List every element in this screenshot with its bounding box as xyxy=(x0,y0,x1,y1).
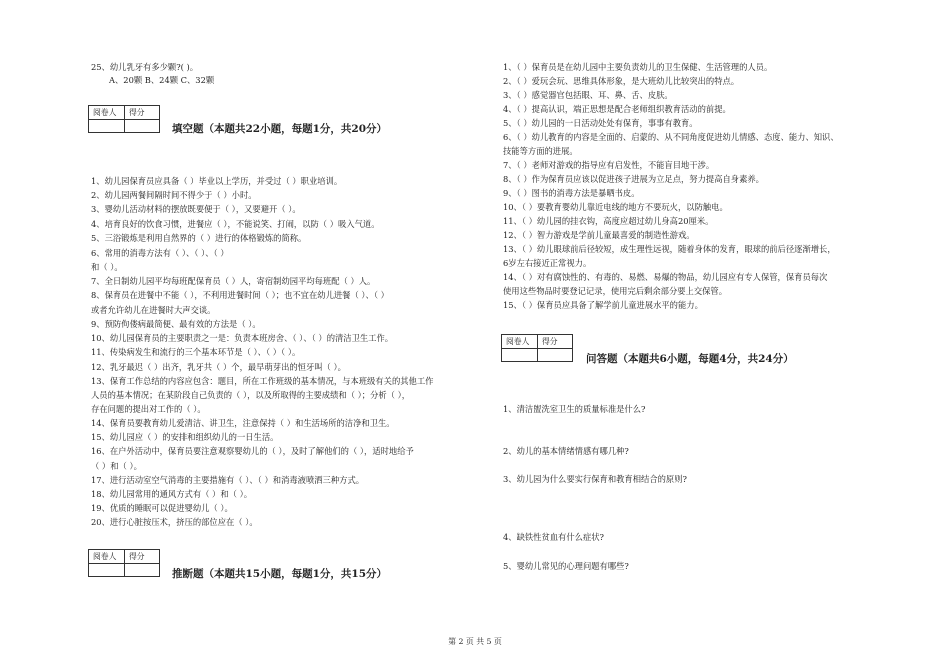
fill-item: 7、全日制幼儿园平均每班配保育员（ ）人，寄宿制幼园平均每班配（ ）人。 xyxy=(91,276,376,286)
fill-section-title: 填空题（本题共22小题，每题1分，共20分） xyxy=(172,123,388,135)
fill-item: 9、预防佝偻病最简便、最有效的方法是（ ）。 xyxy=(91,319,261,329)
judge-item: 6岁左右接近正常视力。 xyxy=(503,258,592,268)
fill-item: 15、幼儿园应（ ）的安排和组织幼儿的一日生活。 xyxy=(91,432,279,442)
score-label: 得分 xyxy=(542,337,558,346)
fill-item: 13、保育工作总结的内容应包含：题目，所在工作班级的基本情况，与本班级有关的其他工作 xyxy=(91,376,434,386)
judge-item: 10、（ ）要教育婴幼儿靠近电线的地方不要玩火，以防触电。 xyxy=(503,202,728,212)
judge-item: 15、（ ）保育员应具备了解学前儿童进展水平的能力。 xyxy=(503,300,703,310)
judge-item: 7、（ ）老师对游戏的指导应有启发性，不能盲目地干涉。 xyxy=(503,160,715,170)
reviewer-label: 阅卷人 xyxy=(502,335,538,348)
judge-item: 8、（ ）作为保育员应该以促进孩子进展为立足点，努力提高自身素养。 xyxy=(503,174,764,184)
fill-item: 5、三浴锻炼是利用自然界的（ ）进行的体格锻炼的简称。 xyxy=(91,233,307,243)
judge-item: 12、（ ）智力游戏是学前儿童最喜爱的制造性游戏。 xyxy=(503,230,695,240)
score-box-fill xyxy=(88,105,160,133)
fill-item: 和（ ）。 xyxy=(91,262,123,272)
fill-item: 14、保育员要教育幼儿爱清洁、讲卫生，注意保持（ ）和生活场所的洁净和卫生。 xyxy=(91,418,395,428)
question-25-stem: 25、幼儿乳牙有多少颗?( )。 xyxy=(91,62,199,72)
qa-item: 2、幼儿的基本情绪情感有哪几种? xyxy=(503,446,629,456)
judge-item: 3、（ ）感觉器官包括眼、耳、鼻、舌、皮肤。 xyxy=(503,90,673,100)
fill-item: 3、婴幼儿活动材料的摆放既要便于（ ），又要避开（ ）。 xyxy=(91,204,301,214)
fill-item: 4、培育良好的饮食习惯，进餐应（ ），不能说笑、打闹，以防（ ）吸入气道。 xyxy=(91,219,380,229)
qa-item: 4、缺铁性贫血有什么症状? xyxy=(503,532,604,542)
question-25-options: A、20颗 B、24颗 C、32颗 xyxy=(109,75,215,85)
fill-item: 6、常用的消毒方法有（ ）、（ ）、（ ） xyxy=(91,248,229,258)
fill-item: 17、进行活动室空气消毒的主要措施有（ ）、（ ）和消毒液喷洒三种方式。 xyxy=(91,475,365,485)
reviewer-label: 阅卷人 xyxy=(89,106,125,119)
fill-item: 12、乳牙最迟（ ）出齐，乳牙共（ ）个，最早萌芽出的恒牙叫（ ）。 xyxy=(91,362,346,372)
score-label: 得分 xyxy=(129,108,145,117)
fill-item: 或者允许幼儿在进餐时大声交谈。 xyxy=(91,305,216,315)
judge-item: 6、（ ）幼儿教育的内容是全面的、启蒙的、从不同角度促进幼儿情感、态度、能力、知识、 xyxy=(503,132,839,142)
fill-item: 20、进行心脏按压术，挤压的部位应在（ ）。 xyxy=(91,517,258,527)
score-box-qa xyxy=(501,334,573,362)
judge-item: 13、（ ）幼儿眼球前后径较短，成生理性远视，随着身体的发育，眼球的前后径逐渐增长， xyxy=(503,244,836,254)
judge-item: 14、（ ）对有腐蚀性的、有毒的、易燃、易爆的物品，幼儿园应有专人保管，保育员每次 xyxy=(503,272,828,282)
judge-section-title: 推断题（本题共15小题，每题1分，共15分） xyxy=(172,568,388,580)
fill-item: 人员的基本情况；在某阶段自己负责的（ ），以及所取得的主要成绩和（ ）；分析（ ）， xyxy=(91,390,411,400)
judge-item: 使用这些物品时要登记记录，使用完后剩余部分要上交保管。 xyxy=(503,286,728,296)
judge-item: 9、（ ）图书的消毒方法是暴晒书皮。 xyxy=(503,188,640,198)
page-footer: 第 2 页 共 5 页 xyxy=(448,637,502,646)
fill-item: 16、在户外活动中，保育员要注意观察婴幼儿的（ ），及时了解他们的（ ），适时地给予 xyxy=(91,446,414,456)
fill-item: （ ）和（ ）。 xyxy=(91,461,142,471)
judge-item: 技能等方面的进展。 xyxy=(503,146,578,156)
qa-item: 1、清洁盥洗室卫生的质量标准是什么? xyxy=(503,404,646,414)
judge-item: 5、（ ）幼儿园的一日活动处处有保育，事事有教育。 xyxy=(503,118,698,128)
fill-item: 18、幼儿园常用的通风方式有（ ）和（ ）。 xyxy=(91,489,253,499)
fill-item: 11、传染病发生和流行的三个基本环节是（ ）、（ ）（ ）。 xyxy=(91,347,301,357)
fill-item: 2、幼儿园两餐间隔时间不得少于（ ）小时。 xyxy=(91,190,257,200)
fill-item: 8、保育员在进餐中不能（ ），不利用进餐时间（ ）；也不宜在幼儿进餐（ ）、（ ） xyxy=(91,290,389,300)
qa-item: 3、幼儿园为什么要实行保育和教育相结合的原则? xyxy=(503,474,687,484)
judge-item: 11、（ ）幼儿园的挂衣钩，高度应超过幼儿身高20厘米。 xyxy=(503,216,714,226)
qa-item: 5、婴幼儿常见的心理问题有哪些? xyxy=(503,561,629,571)
fill-item: 存在问题的提出对工作的（ ）。 xyxy=(91,404,206,414)
qa-section-title: 问答题（本题共6小题，每题4分，共24分） xyxy=(586,353,794,365)
judge-item: 2、（ ）爱玩会玩、思维具体形象，是大班幼儿比较突出的特点。 xyxy=(503,76,740,86)
score-box-judge xyxy=(88,549,160,577)
fill-item: 19、优质的睡眠可以促进婴幼儿（ ）。 xyxy=(91,503,233,513)
judge-item: 1、（ ）保育员是在幼儿园中主要负责幼儿的卫生保健、生活管理的人员。 xyxy=(503,62,773,72)
judge-item: 4、（ ）提高认识，端正思想是配合老师组织教育活动的前提。 xyxy=(503,104,731,114)
reviewer-label: 阅卷人 xyxy=(89,550,125,563)
fill-item: 1、幼儿园保育员应具备（ ）毕业以上学历，并受过（ ）职业培训。 xyxy=(91,176,343,186)
fill-item: 10、幼儿园保育员的主要职责之一是：负责本班房舍、（ ）、（ ）的清洁卫生工作。 xyxy=(91,333,394,343)
score-label: 得分 xyxy=(129,552,145,561)
